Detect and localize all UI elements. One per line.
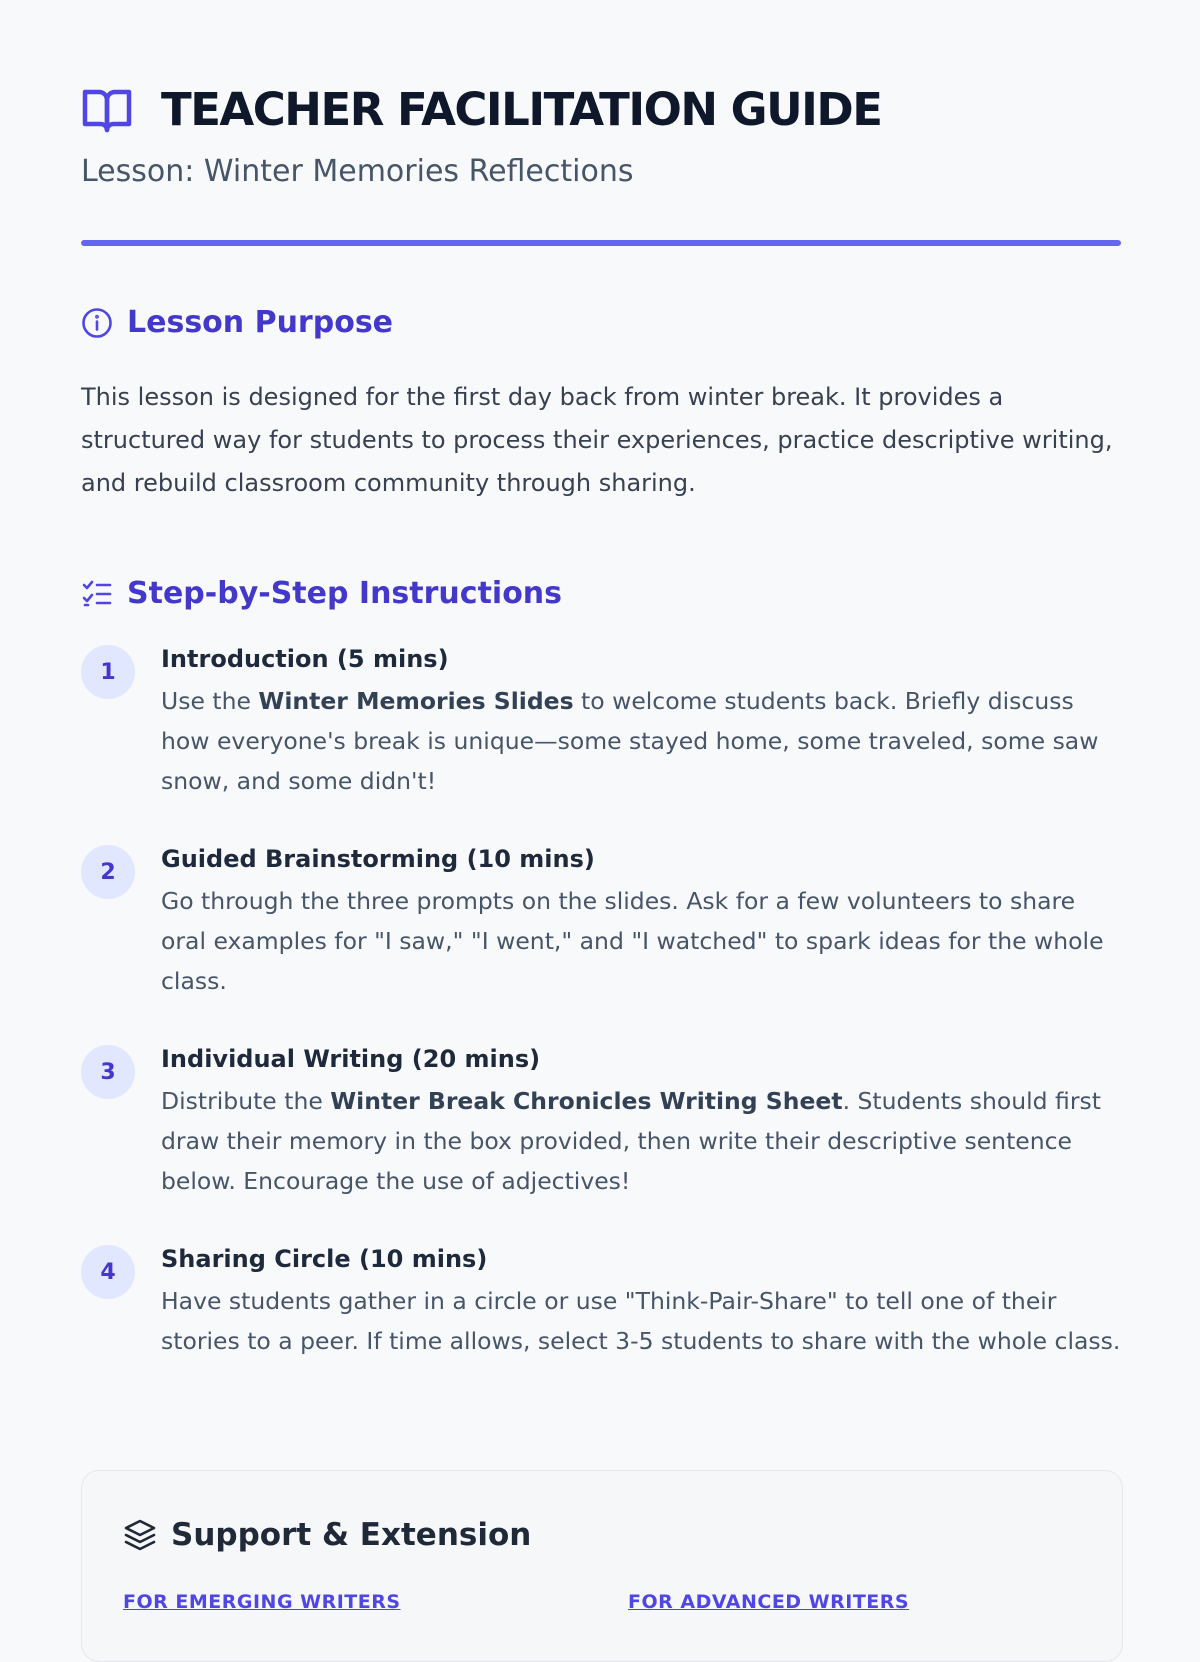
page-title: TEACHER FACILITATION GUIDE xyxy=(161,83,882,136)
step-resource-name: Winter Break Chronicles Writing Sheet xyxy=(330,1087,843,1115)
step-title: Sharing Circle (10 mins) xyxy=(161,1245,488,1273)
step-title: Guided Brainstorming (10 mins) xyxy=(161,845,595,873)
step-list xyxy=(81,645,1121,1445)
checklist-icon xyxy=(81,578,113,610)
layers-icon xyxy=(123,1518,157,1552)
step-description xyxy=(161,1081,1121,1201)
step-resource-name: Winter Memories Slides xyxy=(258,687,574,715)
section-header-purpose xyxy=(81,303,393,343)
step-text-start: Go through the three prompts on the slides. Ask for a few volunteers to share oral examples for "I saw," "I went," and "I watched" to spark ideas for the whole class. xyxy=(161,887,1104,995)
step-description xyxy=(161,681,1121,801)
book-open-icon xyxy=(81,86,133,134)
lesson-subtitle: Lesson: Winter Memories Reflections xyxy=(81,154,634,189)
step-number-badge: 4 xyxy=(81,1245,135,1299)
support-extension-card xyxy=(81,1470,1123,1662)
advanced-writers-label: FOR ADVANCED WRITERS xyxy=(628,1591,910,1613)
step-body xyxy=(161,1045,1121,1201)
section-header-instructions xyxy=(81,574,562,614)
step-item xyxy=(81,1245,1121,1445)
header-divider xyxy=(81,240,1121,246)
step-title: Individual Writing (20 mins) xyxy=(161,1045,541,1073)
step-text-end: . Students should first draw their memory in the box provided, then write their descriptive sentence below. Encourage the use of adjectives! xyxy=(161,1087,1101,1195)
step-text-start: Have students gather in a circle or use "Think-Pair-Share" to tell one of their stories to a peer. If time allows, select 3-5 students to share with the whole class. xyxy=(161,1287,1121,1355)
header xyxy=(81,84,1121,192)
step-item xyxy=(81,645,1121,845)
title-row xyxy=(81,84,1121,136)
step-text-start: Distribute the xyxy=(161,1087,331,1115)
step-text-start: Use the xyxy=(161,687,259,715)
step-body xyxy=(161,645,1121,801)
step-number-badge: 3 xyxy=(81,1045,135,1099)
step-item xyxy=(81,1045,1121,1245)
step-title: Introduction (5 mins) xyxy=(161,645,449,673)
emerging-writers-label: FOR EMERGING WRITERS xyxy=(123,1591,401,1613)
support-title: Support & Extension xyxy=(171,1517,532,1553)
section-title-purpose: Lesson Purpose xyxy=(127,305,394,340)
info-circle-icon xyxy=(81,307,113,339)
step-number-badge: 2 xyxy=(81,845,135,899)
step-body xyxy=(161,1245,1121,1361)
section-title-instructions: Step-by-Step Instructions xyxy=(127,576,563,611)
step-number-badge: 1 xyxy=(81,645,135,699)
step-item xyxy=(81,845,1121,1045)
step-text-end: to welcome students back. Briefly discuss how everyone's break is unique—some stayed home, some traveled, some saw snow, and some didn't! xyxy=(161,687,1099,795)
step-description xyxy=(161,881,1121,1001)
step-body xyxy=(161,845,1121,1001)
step-description xyxy=(161,1281,1121,1361)
support-header xyxy=(123,1515,531,1555)
purpose-paragraph: This lesson is designed for the first day back from winter break. It provides a structured way for students to process their experiences, practice descriptive writing, and rebuild classroom community through sharing. xyxy=(81,383,1113,497)
